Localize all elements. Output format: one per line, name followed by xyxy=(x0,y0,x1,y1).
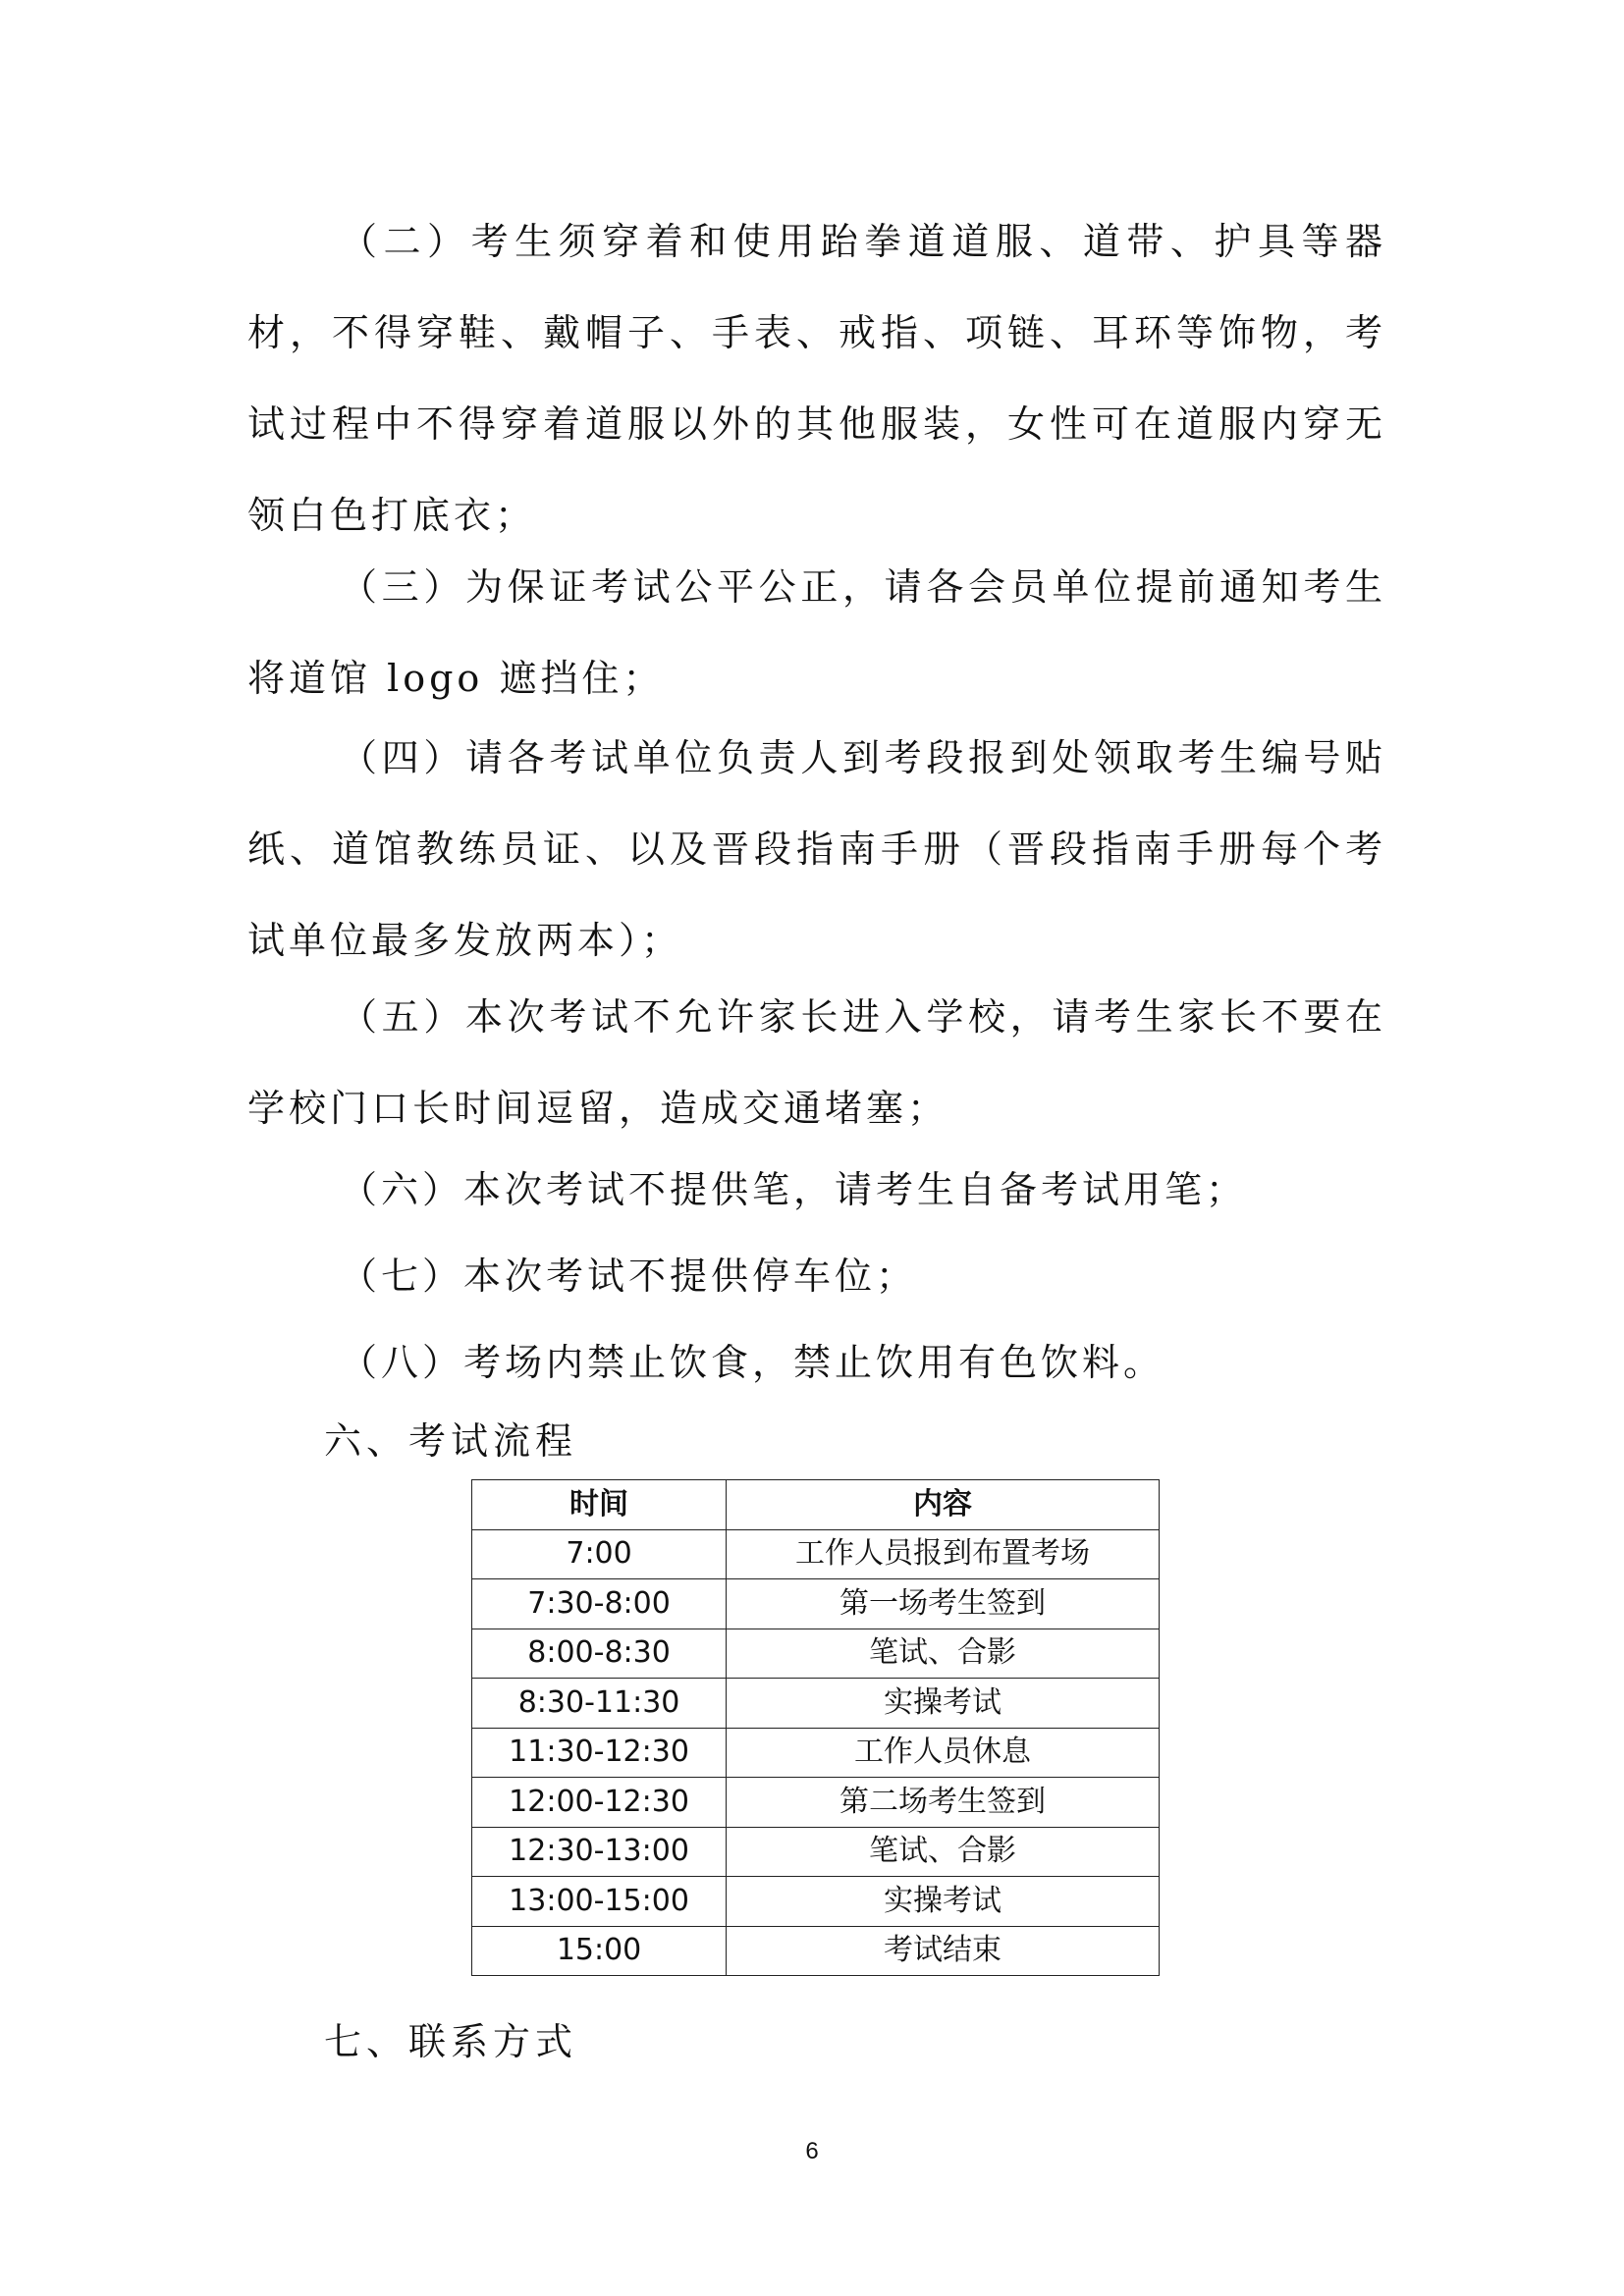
table-header-row xyxy=(472,1480,1160,1530)
page-number: 6 xyxy=(805,2138,819,2164)
rule-item-4 xyxy=(247,713,1386,987)
table-row xyxy=(472,1778,1160,1828)
time-cell: 8:30-11:30 xyxy=(472,1679,727,1729)
header-time: 时间 xyxy=(472,1480,727,1530)
rule-item-5 xyxy=(247,972,1386,1154)
time-cell: 15:00 xyxy=(472,1926,727,1976)
contact-section-heading: 七、联系方式 xyxy=(324,2020,578,2063)
table-row xyxy=(472,1529,1160,1579)
rule-paragraph: （三）为保证考试公平公正，请各会员单位提前通知考生将道馆 logo 遮挡住； xyxy=(247,565,1386,700)
content-cell: 笔试、合影 xyxy=(727,1629,1160,1679)
time-cell: 8:00-8:30 xyxy=(472,1629,727,1679)
time-cell: 12:00-12:30 xyxy=(472,1778,727,1828)
content-cell: 实操考试 xyxy=(727,1679,1160,1729)
table-row xyxy=(472,1679,1160,1729)
table-row xyxy=(472,1728,1160,1778)
rule-paragraph: （二）考生须穿着和使用跆拳道道服、道带、护具等器材，不得穿鞋、戴帽子、手表、戒指、项链、耳环等饰物，考试过程中不得穿着道服以外的其他服装，女性可在道服内穿无领白色打底衣； xyxy=(247,220,1386,537)
rule-paragraph: （八）考场内禁止饮食，禁止饮用有色饮料。 xyxy=(340,1341,1165,1384)
rule-item-2 xyxy=(247,196,1386,561)
time-cell: 7:00 xyxy=(472,1529,727,1579)
content-cell: 笔试、合影 xyxy=(727,1827,1160,1877)
content-cell: 实操考试 xyxy=(727,1877,1160,1927)
content-cell: 工作人员休息 xyxy=(727,1728,1160,1778)
table-row xyxy=(472,1579,1160,1629)
time-cell: 12:30-13:00 xyxy=(472,1827,727,1877)
rule-paragraph: （四）请各考试单位负责人到考段报到处领取考生编号贴纸、道馆教练员证、以及晋段指南手册（晋段指南手册每个考试单位最多发放两本）； xyxy=(247,736,1386,962)
schedule-table xyxy=(471,1479,1160,1976)
content-cell: 工作人员报到布置考场 xyxy=(727,1529,1160,1579)
table-row xyxy=(472,1926,1160,1976)
rule-paragraph: （五）本次考试不允许家长进入学校，请考生家长不要在学校门口长时间逗留，造成交通堵塞； xyxy=(247,995,1386,1130)
table-row xyxy=(472,1827,1160,1877)
time-cell: 11:30-12:30 xyxy=(472,1728,727,1778)
content-cell: 第二场考生签到 xyxy=(727,1778,1160,1828)
rule-item-3 xyxy=(247,542,1386,724)
schedule-section-heading: 六、考试流程 xyxy=(324,1419,578,1463)
content-cell: 第一场考生签到 xyxy=(727,1579,1160,1629)
header-content: 内容 xyxy=(727,1480,1160,1530)
rule-item-8 xyxy=(247,1317,1386,1409)
time-cell: 13:00-15:00 xyxy=(472,1877,727,1927)
rule-paragraph: （七）本次考试不提供停车位； xyxy=(340,1255,918,1298)
rule-item-6 xyxy=(247,1145,1386,1236)
table-row xyxy=(472,1629,1160,1679)
content-cell: 考试结束 xyxy=(727,1926,1160,1976)
rule-item-7 xyxy=(247,1231,1386,1322)
rule-paragraph: （六）本次考试不提供笔，请考生自备考试用笔； xyxy=(340,1168,1248,1211)
table-row xyxy=(472,1877,1160,1927)
time-cell: 7:30-8:00 xyxy=(472,1579,727,1629)
